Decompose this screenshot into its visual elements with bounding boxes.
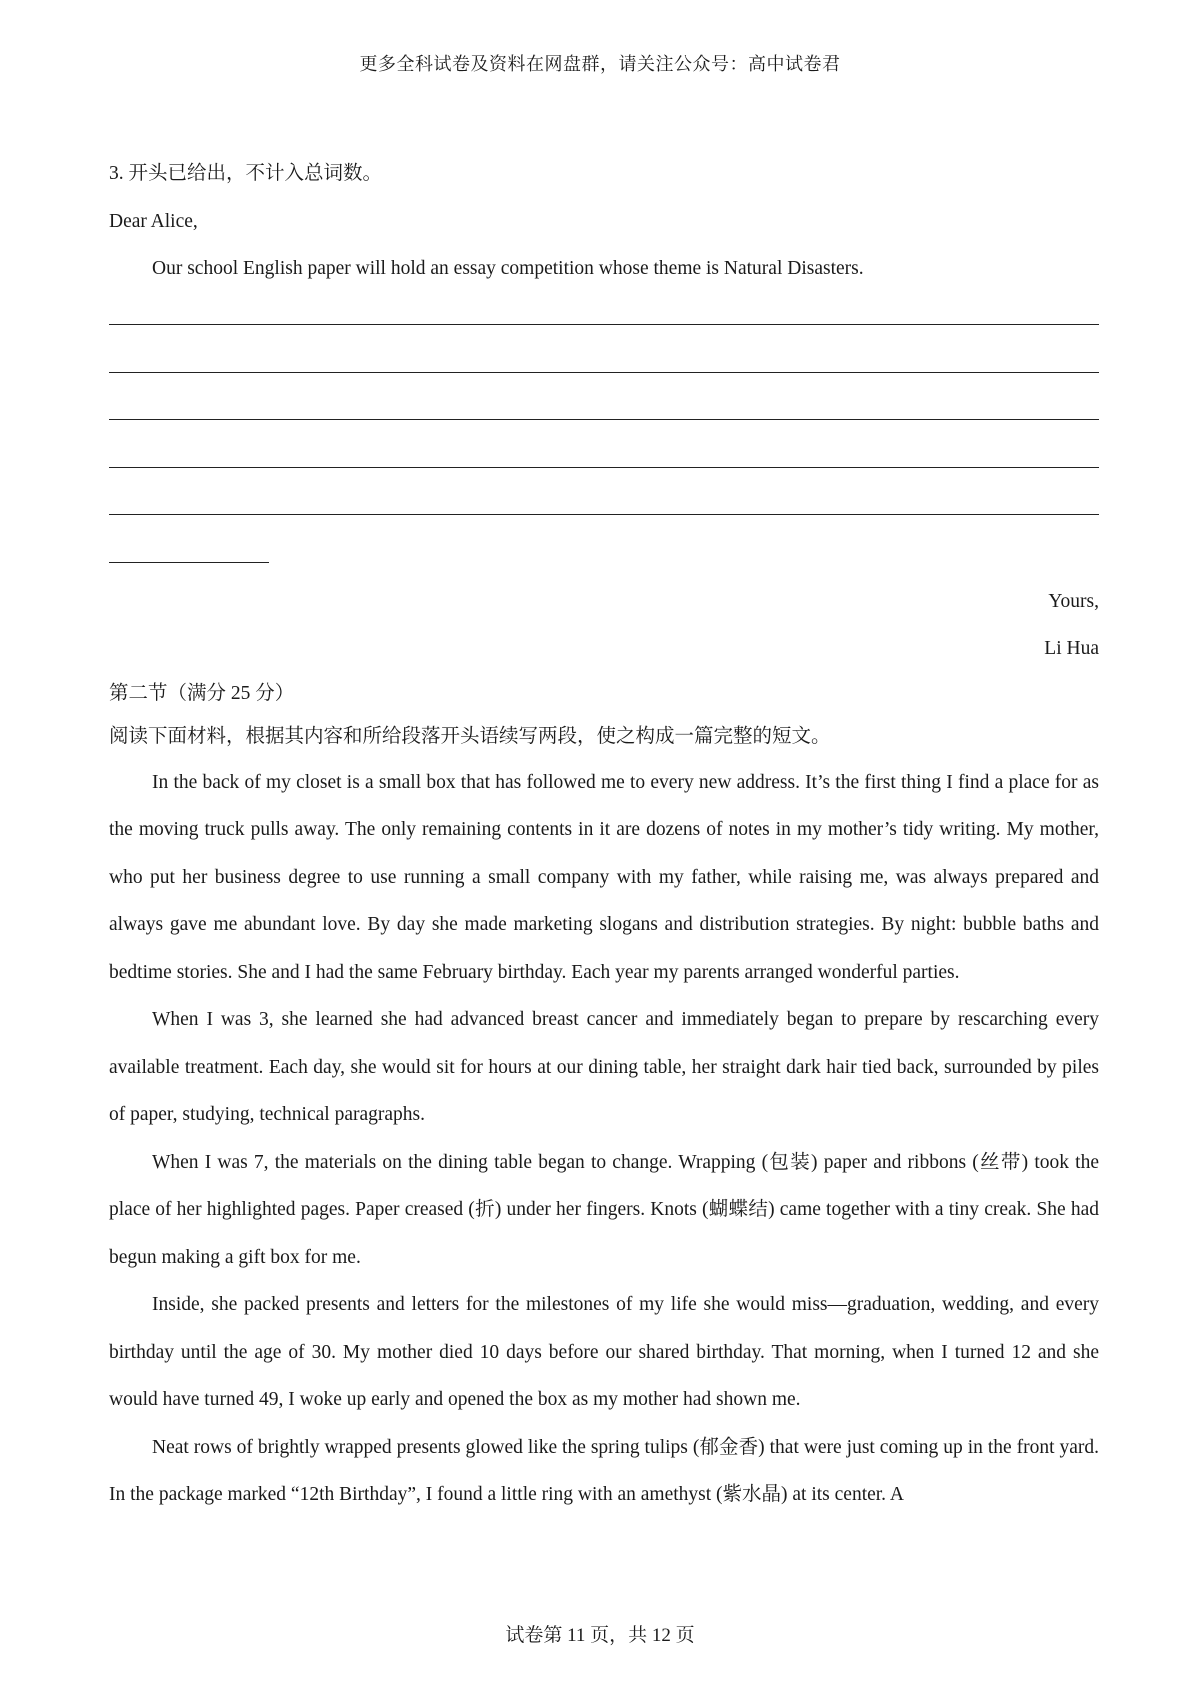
word-count-note: 3. 开头已给出，不计入总词数。 xyxy=(109,163,383,184)
passage-paragraph: When I was 3, she learned she had advanced breast cancer and immediately began to prepare by rescarching every available treatment. Each day, she would sit for hours at our dining table, her straight dark hair tied back, surrounded by piles of paper, studying, technical paragraphs. xyxy=(109,1009,1099,1125)
passage-paragraph: Inside, she packed presents and letters for the milestones of my life she would miss—graduation, wedding, and every birthday until the age of 30. My mother died 10 days before our shared birthday. That morning, when I turned 12 and she would have turned 49, I woke up early and opened the box as my mother had shown me. xyxy=(109,1294,1099,1410)
passage-paragraph: When I was 7, the materials on the dining table began to change. Wrapping (包装) paper and ribbons (丝带) took the place of her highlighted pages. Paper creased (折) under her fingers. Knots (蝴蝶结) came together with a tiny creak. She had begun making a gift box for me. xyxy=(109,1151,1099,1268)
answer-line[interactable] xyxy=(109,340,1099,388)
page-footer: 试卷第 11 页，共 12 页 xyxy=(505,1625,695,1646)
passage-paragraph: In the back of my closet is a small box that has followed me to every new address. It’s the first thing I find a place for as the moving truck pulls away. The only remaining contents in it are dozens of notes in my mother’s tidy writing. My mother, who put her business degree to use running a small company with my father, while raising me, was always prepared and always gave me abundant love. By day she made marketing slogans and distribution strategies. By night: bubble baths and bedtime stories. She and I had the same February birthday. Each year my parents arranged wonderful parties. xyxy=(109,771,1099,983)
page-content xyxy=(109,150,1099,1519)
passage-paragraph: Neat rows of brightly wrapped presents glowed like the spring tulips (郁金香) that were just coming up in the front yard. In the package marked “12th Birthday”, I found a little ring with an amethyst (紫水晶) at its center. A xyxy=(109,1436,1099,1505)
section-instruction: 阅读下面材料，根据其内容和所给段落开头语续写两段，使之构成一篇完整的短文。 xyxy=(109,725,831,747)
answer-line[interactable] xyxy=(109,483,1099,531)
letter-signature: Li Hua xyxy=(1044,638,1099,659)
letter-greeting: Dear Alice, xyxy=(109,210,198,232)
answer-line[interactable] xyxy=(109,435,1099,483)
letter-opening: Our school English paper will hold an essay competition whose theme is Natural Disasters. xyxy=(152,258,864,279)
header-banner: 更多全科试卷及资料在网盘群，请关注公众号：高中试卷君 xyxy=(359,54,841,74)
answer-line[interactable] xyxy=(109,388,1099,436)
answer-line[interactable] xyxy=(109,293,1099,341)
answer-line-short[interactable] xyxy=(109,530,1099,578)
section-title: 第二节（满分 25 分） xyxy=(109,682,295,704)
letter-closing: Yours, xyxy=(1048,590,1099,612)
